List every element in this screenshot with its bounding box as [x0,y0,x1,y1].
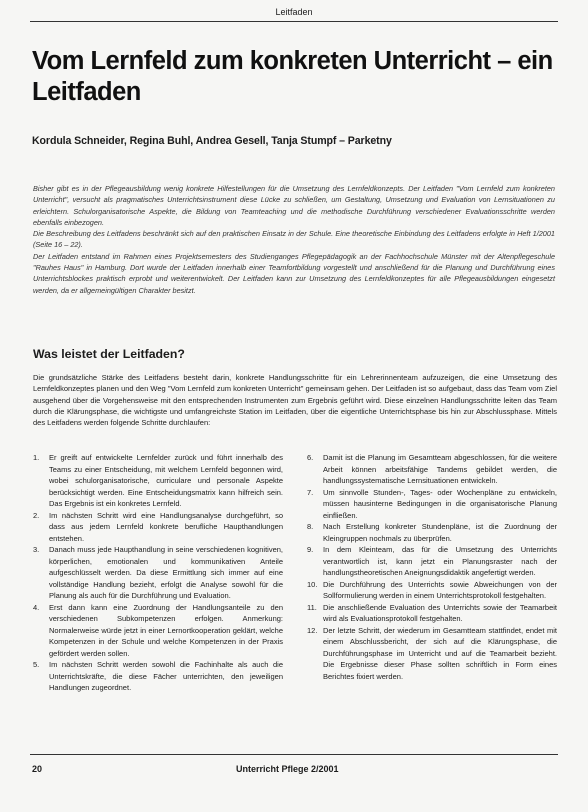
step-number: 9. [307,545,314,554]
journal-name: Unterricht Pflege 2/2001 [236,764,339,774]
step-text: Erst dann kann eine Zuordnung der Handlungsanteile zu den verschiedenen Subkompetenzen erfolgen. Anmerkung: Normalerweise würde jetzt in einer Lernortkooperation geklärt, welche Kompetenzen in der Schule und welche Kompetenzen in der Praxis gefördert werden sollen. [49,602,283,658]
intro-paragraph: Der Leitfaden entstand im Rahmen eines Projektsemesters des Studienganges Pflegepädagogik an der Fachhochschule Münster mit der Altenpflegeschule "Rauhes Haus" in Hamburg. Dort wurde der Leitfaden innerhalb einer Teamfortbildung vorgestellt und anschließend für die Planung und Durchführung eines Unterrichtsblockes praktisch erprobt und weiterentwickelt. Der Leitfaden kann zur Umsetzung des Lernfeldkonzeptes für alle Pflegeausbildungen eingesetzt werden, da er allgemeingültigen Charakter besitzt. [33,251,555,295]
step-text: Er greift auf entwickelte Lernfelder zurück und führt innerhalb des Teams zu einer Entscheidung, mit welchem Lernfeld begonnen wird, wobei schulorganisatorische, curriculare und personale Aspekte berücksichtigt werden. Eine Entscheidungsmatrix kann hilfreich sein. Das Ergebnis ist ein konkretes Lernfeld. [49,453,283,508]
running-head: Leitfaden [275,7,313,17]
step-item [307,544,557,579]
step-text: In dem Kleinteam, das für die Umsetzung des Unterrichts verantwortlich ist, kann jetzt ein Planungsraster nach der handlungstheoretischen Aneignungsdidaktik angefertigt werden. [323,545,557,577]
step-item [307,625,557,683]
step-text: Danach muss jede Haupthandlung in seine verschiedenen kognitiven, körperlichen, emotionalen und kommunikativen Anteile aufgeschlüsselt werden. Da diese Ermittlung sich immer auf eine vollständige Handlung bezieht, erfolgt die Analyse sowohl für die Planung als auch für die Durchführung und Evaluation. [49,545,283,600]
section-heading: Was leistet der Leitfaden? [33,347,185,361]
step-item [33,602,283,660]
step-item [33,452,283,510]
step-item [33,544,283,602]
steps-column-right [307,452,557,682]
step-item [33,659,283,694]
step-text: Um sinnvolle Stunden-, Tages- oder Wochenpläne zu entwickeln, müssen hausinterne Bedingungen in die organisatorische Planung einfließen. [323,487,557,520]
step-number: 11. [307,602,317,612]
intro-abstract [33,183,555,296]
step-number: 10. [307,579,318,589]
step-text: Nach Erstellung konkreter Stundenpläne, ist die Zuordnung der Kleingruppen nochmals zu überprüfen. [323,522,557,543]
step-number: 12. [307,625,318,635]
step-text: Der letzte Schritt, der wiederum im Gesamtteam stattfindet, endet mit einem Abschlussbericht, der sich auf die Klärungsphase, die Durchführungsphase im Unterricht und auf die Teamarbeit bezieht. Die Ergebnisse dieser Phase sollten schriftlich in Form eines Berichtes fixiert werden. [323,625,557,681]
step-item [307,579,557,602]
lead-paragraph: Die grundsätzliche Stärke des Leitfadens besteht darin, konkrete Handlungsschritte für ein Lehrerinnenteam aufzuzeigen, die eine Umsetzung des Lernfeldkonzeptes planen und den Weg "Vom Lernfeld zum konkreten Unterricht" gemeinsam gehen. Der Leitfaden ist so aufgebaut, dass das Team vom Ziel ausgehend über die Vorgehensweise mit den entsprechenden Instrumenten zum Ergebnis geführt wird. Diese einzelnen Handlungsschritte leiten das Team durch die Klärungsphase, die wichtigste und umfangreichste Station im Leitfaden, über die eigentliche Unterrichtsphase bis hin zur Abschlussphase. Mittels des Leitfadens werden folgende Schritte durchlaufen: [33,373,557,428]
step-item [307,487,557,522]
step-text: Im nächsten Schritt wird eine Handlungsanalyse durchgeführt, so dass aus jedem Lernfeld konkrete berufliche Haupthandlungen entstehen. [49,510,283,543]
article-title: Vom Lernfeld zum konkreten Unterricht – ein Leitfaden [32,47,553,106]
step-number: 1. [33,453,40,462]
step-number: 7. [307,487,314,497]
step-item [307,452,557,487]
authors: Kordula Schneider, Regina Buhl, Andrea Gesell, Tanja Stumpf – Parketny [32,135,392,147]
step-item [307,521,557,544]
intro-paragraph: Bisher gibt es in der Pflegeausbildung wenig konkrete Hilfestellungen für die Umsetzung des Lernfeldkonzepts. Der Leitfaden "Vom Lernfeld zum konkreten Unterricht", versucht als pragmatisches Unterrichtsinstrument diese Lücke zu schließen, um Gestaltung, Umsetzung und Evaluation von Lernsituationen zu erleichtern. Schulorganisatorische Aspekte, die Bildung von Teamteaching und die methodische Durchführung verschiedener Evaluationsschritte werden ebenfalls einbezogen. [33,184,555,227]
page-number: 20 [32,764,43,774]
step-text: Im nächsten Schritt werden sowohl die Fachinhalte als auch die Unterrichtskräfte, die diese Fächer unterrichten, den jeweiligen Handlungen zugeordnet. [49,660,283,692]
header-rule [30,21,558,22]
step-number: 2. [33,510,40,520]
step-number: 5. [33,660,40,669]
step-item [307,602,557,625]
step-number: 8. [307,522,314,531]
steps-column-left [33,452,283,694]
step-text: Die Durchführung des Unterrichts sowie Abweichungen von der Sollformulierung werden in einem Unterrichtsprotokoll festgehalten. [323,579,557,600]
step-text: Die anschließende Evaluation des Unterrichts sowie der Teamarbeit wird als Evaluationsprotokoll festgehalten. [323,602,557,623]
footer-rule [30,754,558,755]
step-item [33,510,283,545]
step-number: 3. [33,545,40,554]
step-number: 4. [33,602,40,612]
step-number: 6. [307,453,314,462]
step-text: Damit ist die Planung im Gesamtteam abgeschlossen, für die weitere Arbeit können arbeitsfähige Tandems gebildet werden, die handlungssystematische Lernsituationen entwickeln. [323,453,557,485]
intro-paragraph: Die Beschreibung des Leitfadens beschränkt sich auf den praktischen Einsatz in der Schule. Eine theoretische Einbindung des Leitfadens erfolgte in Heft 1/2001 (Seite 16 – 22). [33,229,555,250]
